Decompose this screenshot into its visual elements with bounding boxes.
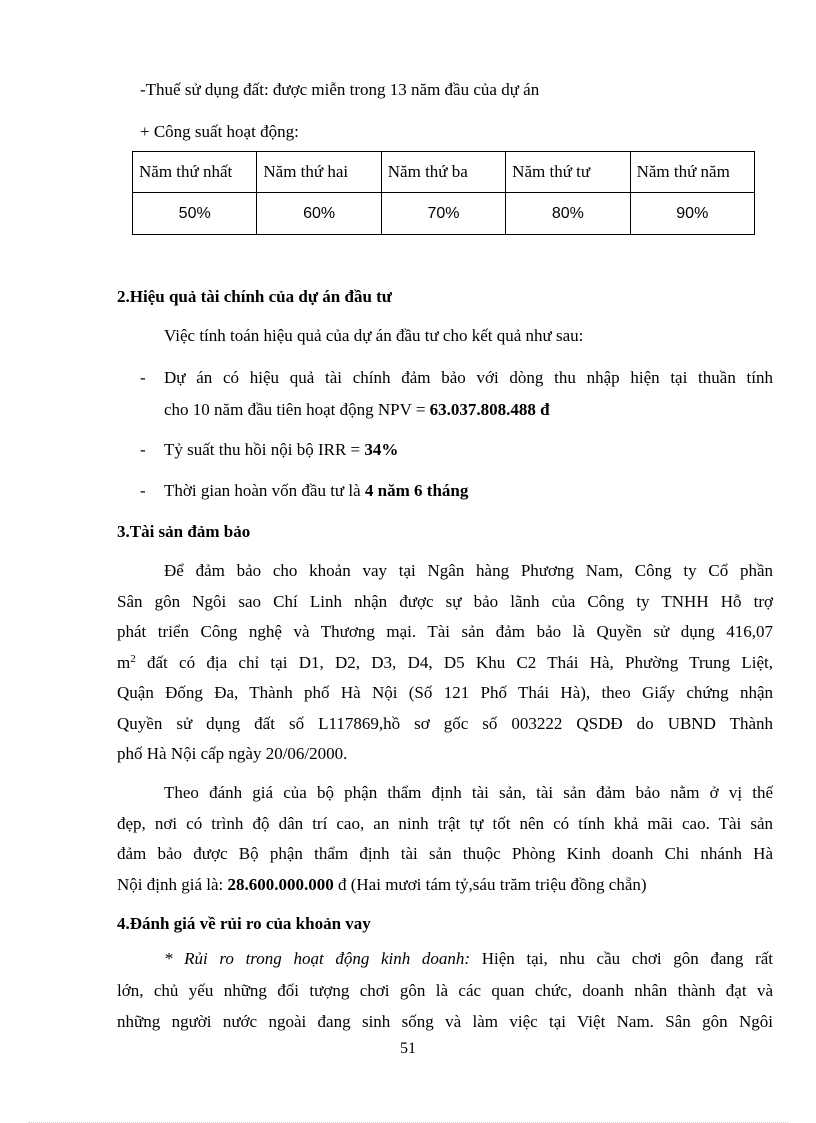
bullet-payback <box>164 480 468 502</box>
npv-text: cho 10 năm đầu tiên hoạt động NPV = <box>164 400 430 419</box>
bullet-npv-line2 <box>164 399 550 421</box>
irr-text: Tỷ suất thu hồi nội bộ IRR = <box>164 440 365 459</box>
table-cell: 70% <box>381 193 505 235</box>
table-cell: 60% <box>257 193 381 235</box>
bullet-dash: - <box>140 440 146 459</box>
bullet-dash: - <box>140 481 146 500</box>
table-header-cell: Năm thứ năm <box>630 152 754 193</box>
capacity-label: + Công suất hoạt động: <box>140 122 299 141</box>
table-header-row <box>133 152 755 193</box>
table-cell: 50% <box>133 193 257 235</box>
paragraph-line: Để đảm bảo cho khoản vay tại Ngân hàng Phương Nam, Công ty Cổ phần <box>164 561 773 580</box>
bullet-npv-line1: Dự án có hiệu quả tài chính đảm bảo với dòng thu nhập hiện tại thuần tính <box>164 368 773 387</box>
bullet-irr <box>164 439 398 461</box>
paragraph-line: Theo đánh giá của bộ phận thẩm định tài sản, tài sản đảm bảo nằm ở vị thế <box>164 783 773 802</box>
payback-value: 4 năm 6 tháng <box>364 481 469 500</box>
table-row <box>133 193 755 235</box>
section-2-intro: Việc tính toán hiệu quả của dự án đầu tư cho kết quả như sau: <box>164 326 584 345</box>
risk-label: * Rủi ro trong hoạt động kinh doanh: <box>164 949 471 968</box>
paragraph-line: đẹp, nơi có trình độ dân trí cao, an ninh trật tự tốt nên có tính khả mãi cao. Tài sản <box>117 814 773 833</box>
paragraph-line: lớn, chủ yếu những đối tượng chơi gôn là các quan chức, doanh nhân thành đạt và <box>117 981 773 1000</box>
paragraph-line: phố Hà Nội cấp ngày 20/06/2000. <box>117 744 348 763</box>
land-tax-line: -Thuế sử dụng đất: được miễn trong 13 năm đầu của dự án <box>140 80 540 99</box>
paragraph-line: Quận Đống Đa, Thành phố Hà Nội (Số 121 Phố Thái Hà), theo Giấy chứng nhận <box>117 683 773 702</box>
area-unit: $m^2$ <box>117 653 136 672</box>
paragraph-line: $m^2$ đất có địa chỉ tại D1, D2, D3, D4, D5 Khu C2 Thái Hà, Phường Trung Liệt, <box>117 653 773 672</box>
paragraph-line: phát triển Công nghệ và Thương mại. Tài sản đảm bảo là Quyền sử dụng 416,07 <box>117 622 773 641</box>
section-3-heading: 3.Tài sản đảm bảo <box>117 522 251 541</box>
table-header-cell: Năm thứ hai <box>257 152 381 193</box>
irr-value: 34% <box>364 440 399 459</box>
payback-text: Thời gian hoàn vốn đầu tư là <box>164 481 365 500</box>
table-header-cell: Năm thứ nhất <box>133 152 257 193</box>
paragraph-line: Quyền sử dụng đất số L117869,hồ sơ gốc số 003222 QSDĐ do UBND Thành <box>117 714 773 733</box>
paragraph-line: đảm bảo được Bộ phận thẩm định tài sản thuộc Phòng Kinh doanh Chi nhánh Hà <box>117 844 773 863</box>
valuation-amount: 28.600.000.000 <box>227 875 334 894</box>
section-2-heading: 2.Hiệu quả tài chính của dự án đầu tư <box>117 287 393 306</box>
paragraph-line: những người nước ngoài đang sinh sống và làm việc tại Việt Nam. Sân gôn Ngôi <box>117 1012 773 1031</box>
paragraph-line: * Rủi ro trong hoạt động kinh doanh: Hiện tại, nhu cầu chơi gôn đang rất <box>164 949 773 968</box>
section-4-heading: 4.Đánh giá về rủi ro của khoản vay <box>117 914 371 933</box>
table-header-cell: Năm thứ ba <box>381 152 505 193</box>
paragraph-line: Nội định giá là: 28.600.000.000 đ (Hai mươi tám tỷ,sáu trăm triệu đồng chẵn) <box>117 875 647 894</box>
table-cell: 80% <box>506 193 630 235</box>
table-header-cell: Năm thứ tư <box>506 152 630 193</box>
table-cell: 90% <box>630 193 754 235</box>
paragraph-line: Sân gôn Ngôi sao Chí Linh nhận được sự bảo lãnh của Công ty TNHH Hỗ trợ <box>117 592 773 611</box>
npv-value: 63.037.808.488 đ <box>429 400 550 419</box>
capacity-table <box>132 151 755 235</box>
bullet-dash: - <box>140 368 146 387</box>
page-number: 51 <box>400 1040 416 1057</box>
